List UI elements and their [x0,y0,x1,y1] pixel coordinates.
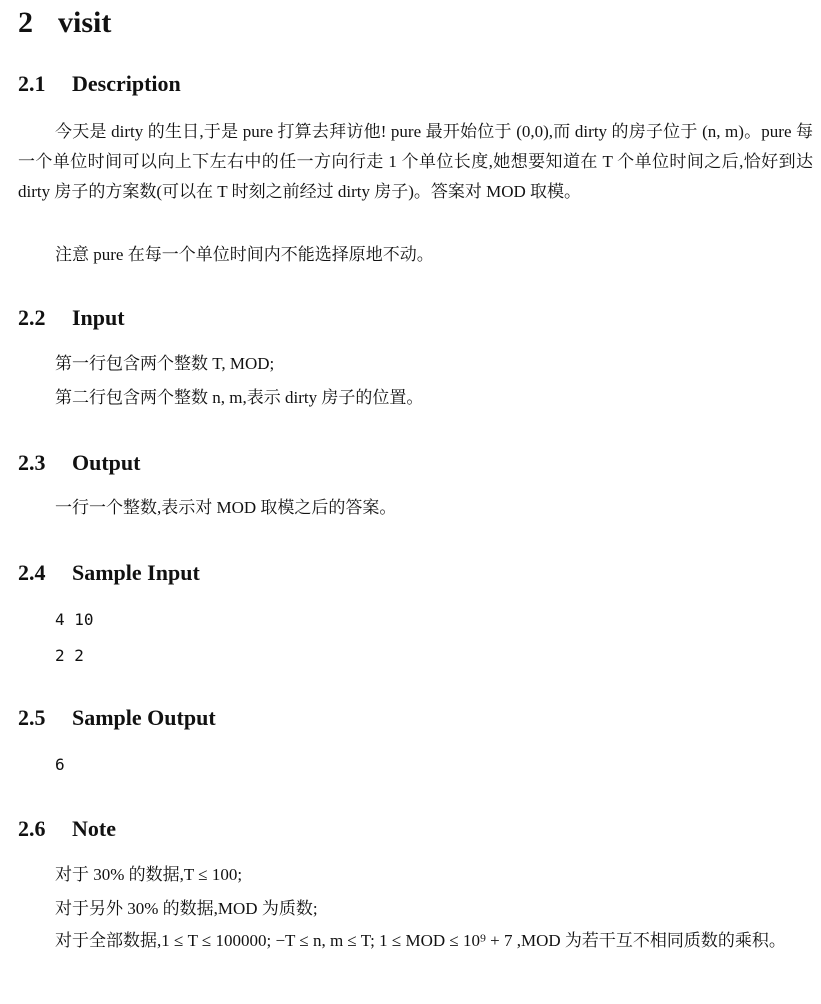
sample-output-number: 2.5 [18,705,46,730]
note-line-1: 对于 30% 的数据,T ≤ 100; [55,865,243,884]
sample-input-number: 2.4 [18,560,46,585]
sample-input-line-1: 4 10 [55,610,94,629]
note-number: 2.6 [18,816,46,841]
sample-output-heading [18,707,216,729]
output-title: Output [72,450,141,475]
output-number: 2.3 [18,450,46,475]
input-heading [18,307,125,329]
note-line-2: 对于另外 30% 的数据,MOD 为质数; [55,899,318,918]
input-title: Input [72,305,125,330]
sample-input-title: Sample Input [72,560,200,585]
description-paragraph: 今天是 dirty 的生日,于是 pure 打算去拜访他! pure 最开始位于 (0,0),而 dirty 的房子位于 (n, m)。pure 每一个单位时间可以向上下左右中的任一方向行走 1 个单位长度,她想要知道在 T 个单位时间之后,恰好到达 dirty 房子的方案数(可以在 T 时刻之前经过 dirty 房子)。答案对 MOD 取模。 [18,122,813,201]
sample-output-line-1: 6 [55,755,65,774]
note-line-3: 对于全部数据,1 ≤ T ≤ 100000; −T ≤ n, m ≤ T; 1 ≤ MOD ≤ 10⁹ + 7 ,MOD 为若干互不相同质数的乘积。 [55,931,786,950]
section-heading [18,8,111,38]
input-line-2: 第二行包含两个整数 n, m,表示 dirty 房子的位置。 [55,388,424,407]
input-line-1: 第一行包含两个整数 T, MOD; [55,354,275,373]
section-title: visit [58,6,112,39]
note-heading [18,818,116,840]
sample-input-heading [18,562,200,584]
note-title: Note [72,816,116,841]
description-number: 2.1 [18,71,46,96]
description-heading [18,73,181,95]
description-title: Description [72,71,181,96]
output-heading [18,452,140,474]
input-number: 2.2 [18,305,46,330]
description-note-paragraph: 注意 pure 在每一个单位时间内不能选择原地不动。 [55,245,434,264]
section-number: 2 [18,6,33,39]
output-line-1: 一行一个整数,表示对 MOD 取模之后的答案。 [55,498,397,517]
sample-output-title: Sample Output [72,705,216,730]
sample-input-line-2: 2 2 [55,646,84,665]
